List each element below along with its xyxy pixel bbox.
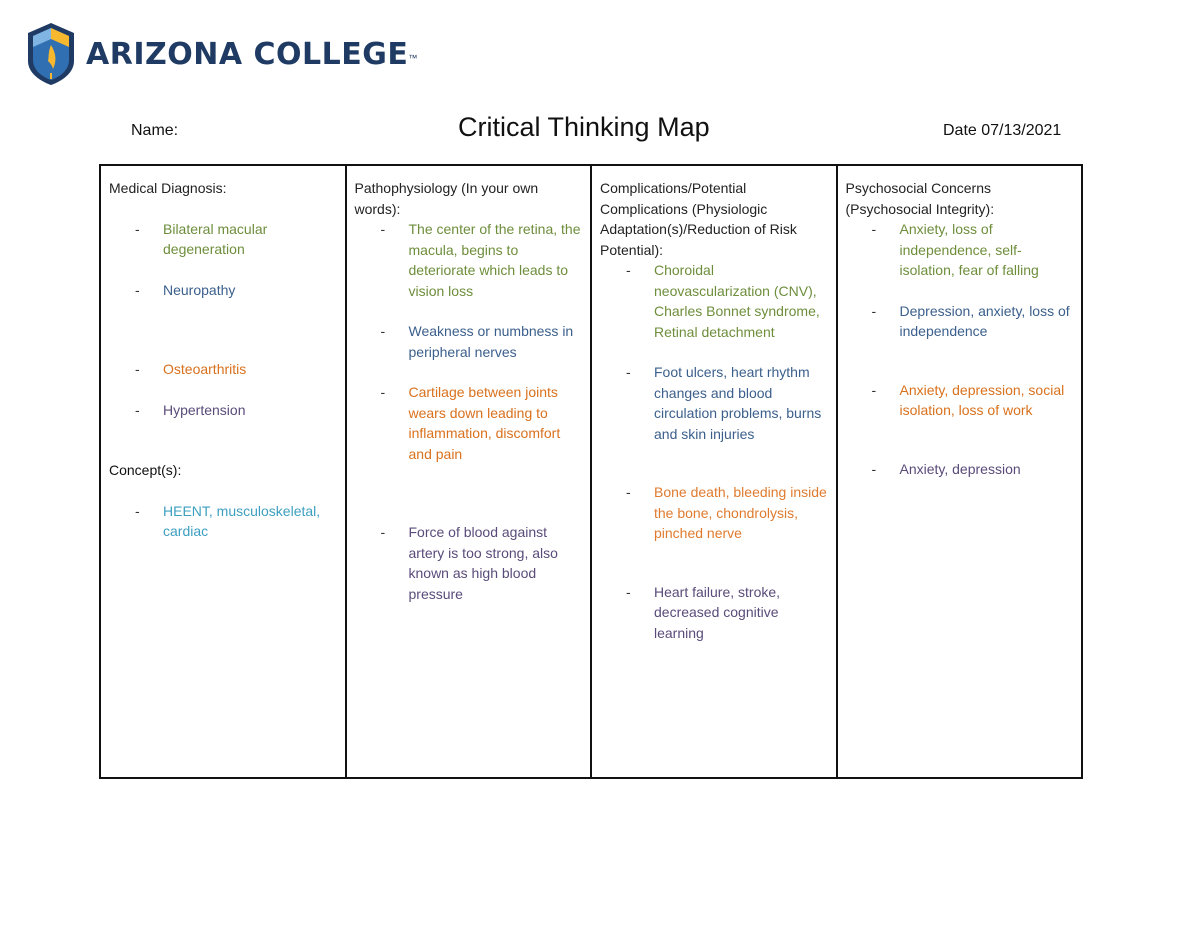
bullet-dash: - <box>135 502 140 519</box>
pathophysiology-column <box>347 166 593 777</box>
patho-macular: The center of the retina, the macula, begins to deteriorate which leads to vision loss <box>408 221 581 299</box>
logo-wordmark: ARIZONA COLLEGE <box>86 36 409 72</box>
bullet-dash: - <box>135 281 140 298</box>
bullet-dash: - <box>871 221 877 237</box>
bullet-dash: - <box>135 361 140 377</box>
patho-hypertension: Force of blood against artery is too strong, also known as high blood pressure <box>408 524 558 602</box>
complication-neuropathy: Foot ulcers, heart rhythm changes and blood circulation problems, burns and skin injuries <box>654 364 822 442</box>
bullet-dash: - <box>626 262 631 278</box>
bullet-dash: - <box>871 381 877 398</box>
psychosocial-item <box>846 301 1074 342</box>
complication-item <box>600 260 828 342</box>
logo-trademark: ™ <box>408 53 418 63</box>
complications-column <box>592 166 838 777</box>
concept-item <box>109 501 337 542</box>
bullet-dash: - <box>871 460 877 477</box>
psychosocial-osteoarthritis: Anxiety, depression, social isolation, loss of work <box>899 381 1065 418</box>
complication-macular: Choroidal neovascularization (CNV), Charles Bonnet syndrome, Retinal detachment <box>654 262 820 340</box>
concepts-heading: Concept(s): <box>109 462 182 478</box>
diagnosis-item <box>109 400 337 421</box>
bullet-dash: - <box>626 484 631 500</box>
patho-item <box>355 321 583 362</box>
psychosocial-item <box>846 459 1074 480</box>
diagnosis-osteoarthritis: Osteoarthritis <box>163 361 247 377</box>
complication-item <box>600 362 828 444</box>
bullet-dash: - <box>380 221 386 237</box>
bullet-dash: - <box>135 220 140 237</box>
page-title: Critical Thinking Map <box>458 112 710 142</box>
patho-item <box>355 382 583 464</box>
bullet-dash: - <box>380 524 386 540</box>
bullet-dash: - <box>871 302 877 319</box>
arizona-college-logo <box>26 20 417 88</box>
bullet-dash: - <box>380 384 386 400</box>
psychosocial-heading: Psychosocial Concerns (Psychosocial Integrity): <box>845 180 995 217</box>
psychosocial-column <box>838 166 1082 777</box>
complication-item <box>600 482 828 544</box>
psychosocial-macular: Anxiety, loss of independence, self-isolation, fear of falling <box>899 221 1039 278</box>
psychosocial-neuropathy: Depression, anxiety, loss of independence <box>899 302 1070 339</box>
bullet-dash: - <box>626 364 631 380</box>
patho-neuropathy: Weakness or numbness in peripheral nerves <box>408 323 574 360</box>
complication-osteoarthritis: Bone death, bleeding inside the bone, chondrolysis, pinched nerve <box>654 484 827 541</box>
date-label: Date 07/13/2021 <box>943 122 1062 139</box>
psychosocial-item <box>846 380 1074 421</box>
bullet-dash: - <box>626 583 631 600</box>
name-label: Name: <box>131 122 179 139</box>
diagnosis-neuropathy: Neuropathy <box>163 281 236 298</box>
complication-item <box>600 582 828 644</box>
diagnosis-macular-degeneration: Bilateral macular degeneration <box>163 220 268 257</box>
diagnosis-item <box>109 280 337 301</box>
patho-osteoarthritis: Cartilage between joints wears down leading to inflammation, discomfort and pain <box>408 384 561 462</box>
psychosocial-item <box>846 219 1074 281</box>
diagnosis-hypertension: Hypertension <box>163 401 246 418</box>
pathophysiology-heading: Pathophysiology (In your own words): <box>354 180 539 217</box>
psychosocial-hypertension: Anxiety, depression <box>899 460 1021 477</box>
complication-hypertension: Heart failure, stroke, decreased cognitive learning <box>654 583 781 641</box>
medical-diagnosis-column <box>101 166 347 777</box>
diagnosis-item <box>109 219 337 260</box>
shield-logo-icon <box>26 21 76 87</box>
complications-heading: Complications/Potential Complications (Physiologic Adaptation(s)/Reduction of Risk Potential): <box>600 180 797 258</box>
bullet-dash: - <box>380 323 386 339</box>
bullet-dash: - <box>135 401 140 418</box>
critical-thinking-map-table <box>99 164 1083 779</box>
patho-item <box>355 522 583 604</box>
diagnosis-item <box>109 359 337 380</box>
patho-item <box>355 219 583 301</box>
medical-diagnosis-heading: Medical Diagnosis: <box>109 180 227 196</box>
concept-systems: HEENT, musculoskeletal, cardiac <box>163 502 321 539</box>
